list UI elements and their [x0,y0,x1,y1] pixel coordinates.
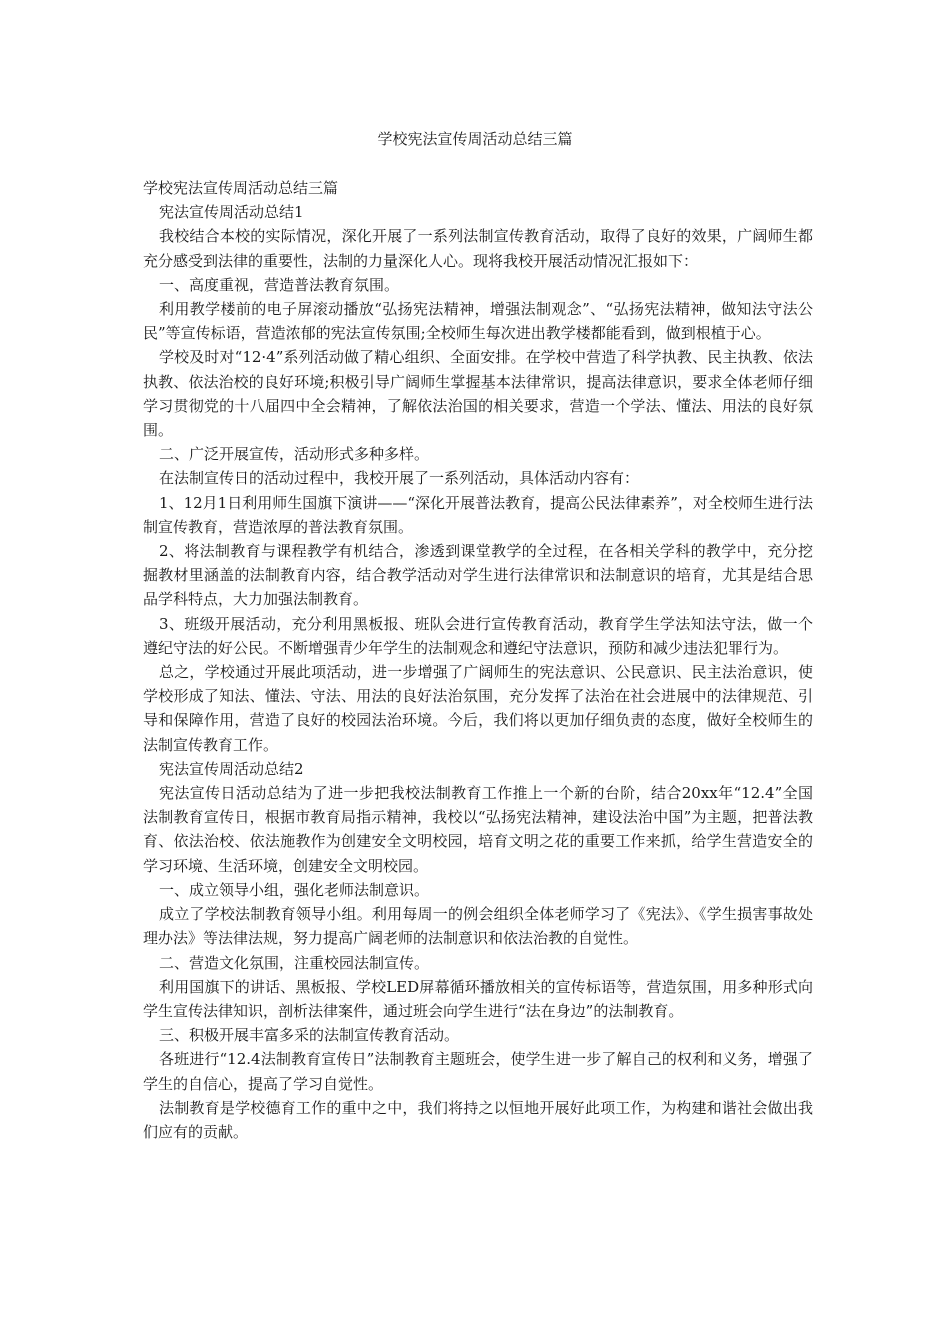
paragraph: 我校结合本校的实际情况，深化开展了一系列法制宣传教育活动，取得了良好的效果，广阔师生都充分感受到法律的重要性，法制的力量深化人心。现将我校开展活动情况汇报如下： [143,227,813,270]
paragraph: 总之，学校通过开展此项活动，进一步增强了广阔师生的宪法意识、公民意识、民主法治意识，使学校形成了知法、懂法、守法、用法的良好法治氛围，充分发挥了法治在社会进展中的法律规范、引导和保障作用，营造了良好的校园法治环境。今后，我们将以更加仔细负责的态度，做好全校师生的法制宣传教育工作。 [143,663,813,754]
paragraph: 法制教育是学校德育工作的重中之中，我们将持之以恒地开展好此项工作，为构建和谐社会做出我们应有的贡献。 [143,1098,813,1141]
paragraph: 一、高度重视，营造普法教育氛围。 [159,275,400,294]
paragraph: 利用教学楼前的电子屏滚动播放“弘扬宪法精神，增强法制观念”、“弘扬宪法精神，做知法守法公民”等宣传标语，营造浓郁的宪法宣传氛围;全校师生每次进出教学楼都能看到，做到根植于心。 [143,300,813,343]
paragraph: 宪法宣传日活动总结为了进一步把我校法制教育工作推上一个新的台阶，结合20xx年“12.4”全国法制教育宣传日，根据市教育局指示精神，我校以“弘扬宪法精神，建设法治中国”为主题，把普法教育、依法治校、依法施教作为创建安全文明校园，培育文明之花的重要工作来抓，给学生营造安全的学习环境、生活环境，创建安全文明校园。 [143,784,813,875]
paragraph: 利用国旗下的讲话、黑板报、学校LED屏幕循环播放相关的宣传标语等，营造氛围，用多种形式向学生宣传法律知识，剖析法律案件，通过班会向学生进行“法在身边”的法制教育。 [143,977,813,1020]
paragraph: 成立了学校法制教育领导小组。利用每周一的例会组织全体老师学习了《宪法》、《学生损害事故处理办法》等法律法规，努力提高广阔老师的法制意识和依法治教的自觉性。 [143,905,813,948]
paragraph: 1、12月1日利用师生国旗下演讲——“深化开展普法教育，提高公民法律素养”，对全校师生进行法制宣传教育，营造浓厚的普法教育氛围。 [143,493,813,536]
paragraph: 2、将法制教育与课程教学有机结合，渗透到课堂教学的全过程，在各相关学科的教学中，充分挖掘教材里涵盖的法制教育内容，结合教学活动对学生进行法律常识和法制意识的培育，尤其是结合思品学科特点，大力加强法制教育。 [143,542,813,609]
paragraph: 二、营造文化氛围，注重校园法制宣传。 [159,953,430,972]
paragraph: 在法制宣传日的活动过程中，我校开展了一系列活动，具体活动内容有： [159,469,640,488]
paragraph: 3、班级开展活动，充分利用黑板报、班队会进行宣传教育活动，教育学生学法知法守法，做一个遵纪守法的好公民。不断增强青少年学生的法制观念和遵纪守法意识，预防和减少违法犯罪行为。 [143,614,813,657]
paragraph: 各班进行“12.4法制教育宣传日”法制教育主题班会，使学生进一步了解自己的权利和义务，增强了学生的自信心，提高了学习自觉性。 [143,1050,813,1093]
document-body [143,176,813,1144]
document-heading: 学校宪法宣传周活动总结三篇 [143,179,339,197]
paragraph: 学校及时对“12·4”系列活动做了精心组织、全面安排。在学校中营造了科学执教、民主执教、依法执教、依法治校的良好环境;积极引导广阔师生掌握基本法律常识，提高法律意识，要求全体老师仔细学习贯彻党的十八届四中全会精神，了解依法治国的相关要求，营造一个学法、懂法、用法的良好氛围。 [143,348,813,440]
paragraph: 一、成立领导小组，强化老师法制意识。 [159,880,430,899]
document-title: 学校宪法宣传周活动总结三篇 [377,130,573,148]
section-heading-1: 宪法宣传周活动总结1 [159,203,304,222]
section-heading-2: 宪法宣传周活动总结2 [159,759,304,778]
paragraph: 三、积极开展丰富多采的法制宣传教育活动。 [159,1026,460,1045]
paragraph: 二、广泛开展宣传，活动形式多种多样。 [159,445,430,464]
